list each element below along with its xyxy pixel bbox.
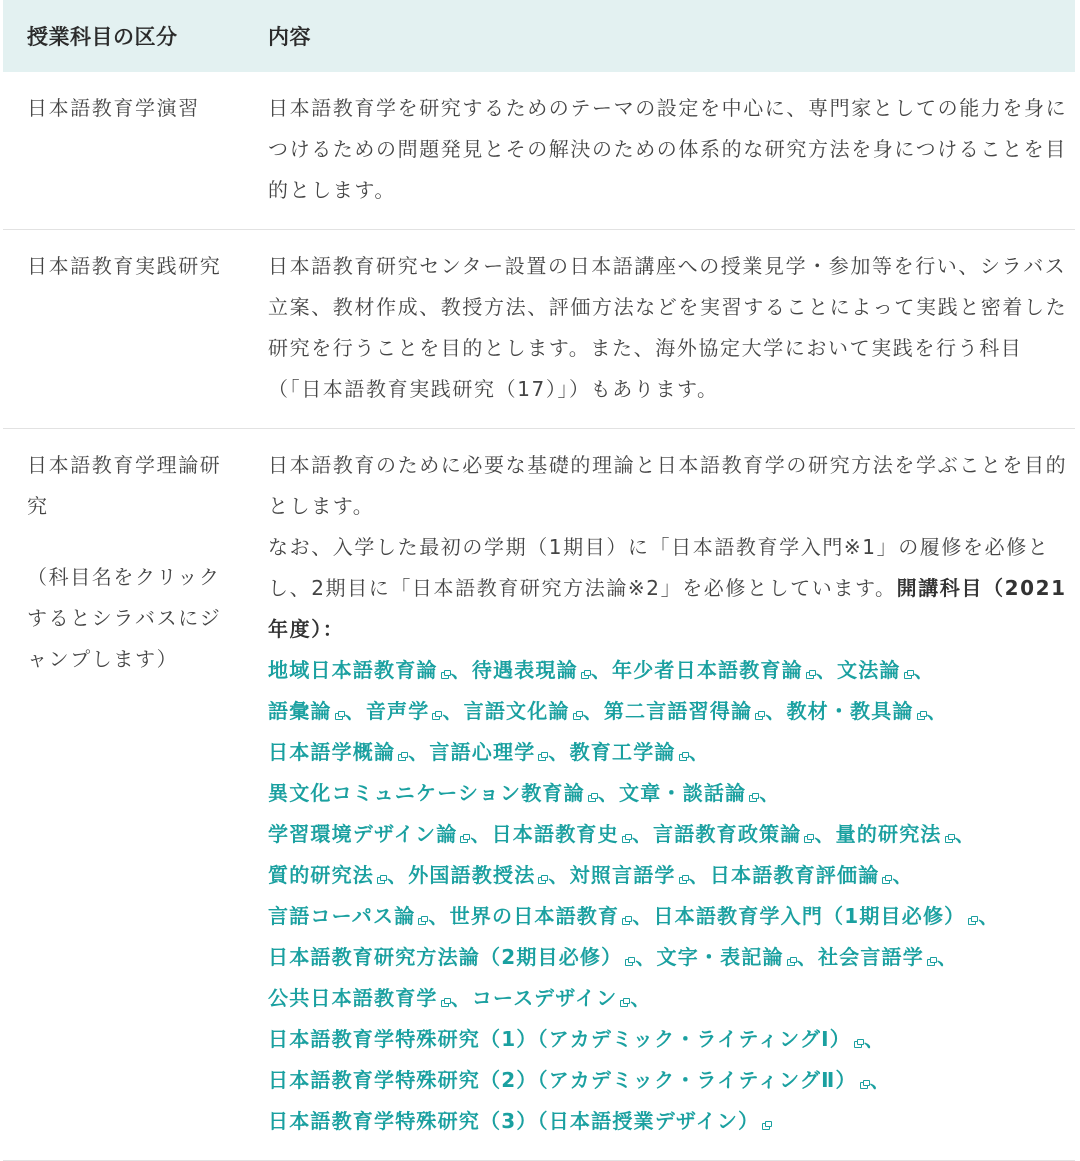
external-link-icon [538,752,547,760]
list-separator: 、 [428,904,450,928]
list-separator: 、 [796,945,818,969]
external-link-icon [622,834,631,842]
course-link[interactable]: 日本語教育学特殊研究（1）（アカデミック・ライティングⅠ） [268,1027,851,1051]
course-link[interactable]: 地域日本語教育論 [268,658,438,682]
row-content: 日本語教育学を研究するためのテーマの設定を中心に、専門家としての能力を身につけるための問題発見とその解決のための体系的な研究方法を身につけることを目的とします。 [253,72,1075,230]
course-link[interactable]: 日本語教育研究方法論（2期目必修） [268,945,623,969]
external-link-icon [787,957,796,965]
external-link-icon [460,834,469,842]
course-link[interactable]: 日本語学概論 [268,740,396,764]
list-separator: 、 [926,699,948,723]
list-separator: 、 [863,1027,886,1051]
course-link[interactable]: 第二言語習得論 [603,699,753,723]
list-separator: 、 [442,699,464,723]
external-link-icon [945,834,954,842]
external-link-icon [854,1039,863,1047]
course-link[interactable]: 日本語教育評価論 [709,863,880,887]
list-separator: 、 [582,699,604,723]
external-link-icon [904,670,913,678]
list-separator: 、 [978,904,1000,928]
list-separator: 、 [590,658,613,682]
course-link[interactable]: 公共日本語教育学 [268,986,438,1010]
external-link-icon [762,1121,771,1129]
course-link[interactable]: 文章・談話論 [619,781,747,805]
external-link-icon [749,793,758,801]
course-link[interactable]: 日本語教育学入門（1期目必修） [653,904,966,928]
course-link[interactable]: 日本語教育学特殊研究（2）（アカデミック・ライティングⅡ） [268,1068,857,1092]
course-link[interactable]: 音声学 [365,699,430,723]
course-link[interactable]: 日本語教育学特殊研究（3）（日本語授業デザイン） [268,1109,760,1133]
row-subject: 日本語教育実践研究 [3,230,253,429]
list-separator: 、 [954,822,976,846]
courses-heading: 開講科目（2021年度）： [268,576,1067,641]
course-link[interactable]: 異文化コミュニケーション教育論 [268,781,585,805]
course-link[interactable]: 言語心理学 [429,740,536,764]
external-link-icon [418,916,427,924]
row-content-cell [253,429,1075,1161]
list-separator: 、 [597,781,620,805]
list-separator: 、 [815,658,838,682]
course-link[interactable]: 対照言語学 [569,863,676,887]
external-link-icon [755,711,764,719]
row-subject: 日本語教育学理論研究 [27,453,222,518]
list-separator: 、 [913,658,935,682]
list-separator: 、 [765,699,787,723]
external-link-icon [432,711,441,719]
header-content: 内容 [253,0,1075,72]
list-separator: 、 [814,822,836,846]
list-separator: 、 [688,863,710,887]
course-link[interactable]: 日本語教育史 [491,822,619,846]
header-course-category: 授業科目の区分 [3,0,253,72]
external-link-icon [927,957,936,965]
external-link-icon [441,998,450,1006]
course-link[interactable]: 外国語教授法 [408,863,536,887]
external-link-icon [679,875,688,883]
external-link-icon [882,875,891,883]
course-link[interactable]: 言語文化論 [463,699,570,723]
course-link[interactable]: コースデザイン [471,986,618,1010]
external-link-icon [968,916,977,924]
list-separator: 、 [869,1068,891,1092]
external-link-icon [377,875,386,883]
external-link-icon [860,1080,869,1088]
external-link-icon [625,957,634,965]
external-link-icon [441,670,450,678]
row-content: 日本語教育研究センター設置の日本語講座への授業見学・参加等を行い、シラバス立案、教材作成、教授方法、評価方法などを実習することによって実践と密着した研究を行うことを目的とします。また、海外協定大学において実践を行う科目（「日本語教育実践研究（17）」）もあります。 [253,230,1075,429]
list-separator: 、 [548,740,570,764]
table-row [3,72,1075,230]
table-header [3,0,1075,72]
external-link-icon [398,752,407,760]
external-link-icon [335,711,344,719]
course-link[interactable]: 言語教育政策論 [653,822,802,846]
course-link[interactable]: 学習環境デザイン論 [268,822,458,846]
external-link-icon [806,670,815,678]
row-subject: 日本語教育学演習 [3,72,253,230]
course-link-list [268,658,1000,1133]
list-separator: 、 [450,658,472,682]
table-row [3,429,1075,1161]
course-link[interactable]: 年少者日本語教育論 [612,658,803,682]
list-separator: 、 [470,822,492,846]
list-separator: 、 [548,863,570,887]
course-link[interactable]: 社会言語学 [817,945,924,969]
course-link[interactable]: 教材・教具論 [786,699,914,723]
external-link-icon [588,793,597,801]
course-link[interactable]: 量的研究法 [835,822,942,846]
external-link-icon [622,916,631,924]
list-separator: 、 [450,986,472,1010]
external-link-icon [538,875,547,883]
row-subject-cell [3,429,253,1161]
course-link[interactable]: 質的研究法 [268,863,374,887]
theory-intro: 日本語教育のために必要な基礎的理論と日本語教育学の研究方法を学ぶことを目的とします。 [268,453,1068,518]
course-link[interactable]: 世界の日本語教育 [449,904,620,928]
list-separator: 、 [408,740,430,764]
course-link[interactable]: 教育工学論 [569,740,676,764]
external-link-icon [917,711,926,719]
list-separator: 、 [387,863,409,887]
course-link[interactable]: 文字・表記論 [656,945,784,969]
external-link-icon [573,711,582,719]
list-separator: 、 [632,904,654,928]
external-link-icon [581,670,590,678]
external-link-icon [679,752,688,760]
syllabus-note: （科目名をクリックするとシラバスにジャンプします） [27,565,222,671]
course-table [3,0,1075,1161]
list-separator: 、 [630,986,652,1010]
list-separator: 、 [635,945,657,969]
course-link[interactable]: 語彙論 [268,699,332,723]
list-separator: 、 [631,822,654,846]
course-link[interactable]: 言語コーパス論 [268,904,416,928]
header-row [3,0,1075,72]
list-separator: 、 [936,945,959,969]
external-link-icon [804,834,813,842]
list-separator: 、 [344,699,366,723]
course-link[interactable]: 待遇表現論 [471,658,578,682]
list-separator: 、 [759,781,781,805]
external-link-icon [620,998,629,1006]
list-separator: 、 [892,863,914,887]
list-separator: 、 [688,740,710,764]
theory-detail: なお、入学した最初の学期（1期目）に「日本語教育学入門※1」の履修を必修とし、2期目に「日本語教育研究方法論※2」を必修としています。 [268,535,1050,600]
course-link[interactable]: 文法論 [837,658,901,682]
table-row [3,230,1075,429]
